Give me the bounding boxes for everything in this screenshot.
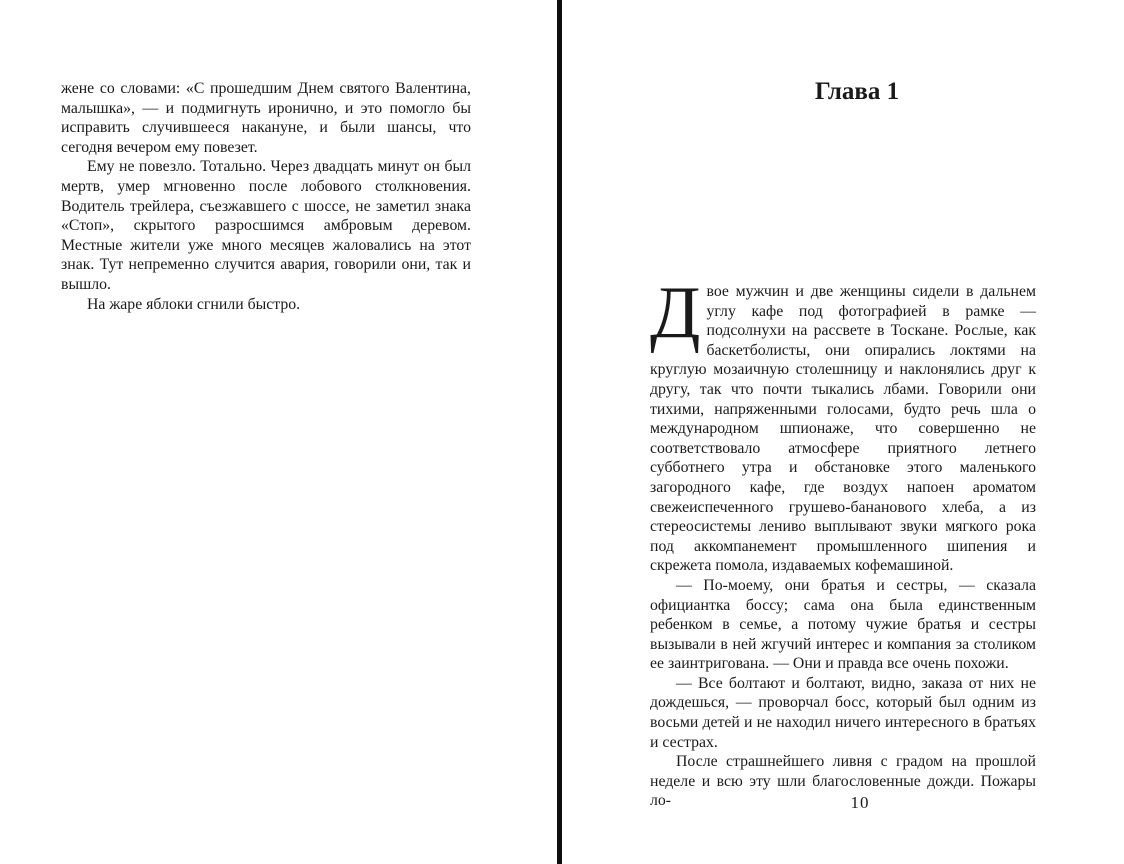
right-paragraph-3: — Все болтают и болтают, видно, заказа от них не дождешься, — проворчал босс, который был одним из восьми детей и не находил ничего интересного в братьях и сестрах. [650, 674, 1036, 751]
right-paragraph-2: — По-моему, они братья и сестры, — сказала официантка боссу; сама она была единственным ребенком в семье, а потому чужие братья и сестры вызывали в ней жгучий интерес и компания за столиком ее заинтригована. — Они и правда все очень похожи. [650, 576, 1036, 673]
left-page-text [61, 79, 471, 314]
left-paragraph-1: жене со словами: «С прошедшим Днем святого Валентина, малышка», — и подмигнуть иронично, и это помогло бы исправить случившееся накануне, и были шансы, что сегодня вечером ему повезет. [61, 80, 471, 156]
drop-cap-letter: Д [650, 272, 701, 354]
left-paragraph-2: Ему не повезло. Тотально. Через двадцать минут он был мертв, умер мгновенно после лобового столкновения. Водитель трейлера, съезжавшего с шоссе, не заметил знака «Стоп», скрытого разросшимся амбровым деревом. Местные жители уже много месяцев жаловались на этот знак. Тут непременно случится авария, говорили они, так и вышло. [61, 158, 471, 293]
chapter-title: Глава 1 [814, 78, 900, 105]
right-paragraph-4: После страшнейшего ливня с градом на прошлой неделе и всю эту шли благословенные дожди. Пожары ло- [650, 753, 1036, 810]
right-page-text [650, 272, 1036, 811]
left-paragraph-3: На жаре яблоки сгнили быстро. [87, 295, 301, 313]
left-page [0, 0, 557, 864]
right-page [562, 0, 1124, 864]
page-number: 10 [850, 793, 870, 812]
right-paragraph-1 [650, 272, 1036, 576]
first-paragraph-text: вое мужчин и две женщины сидели в дальнем углу кафе под фотографией в рамке — подсолнухи на рассвете в Тоскане. Рослые, как баскетболисты, они опирались локтями на круглую мозаичную столешницу и наклонялись друг к другу, так что почти тыкались лбами. Говорили они тихими, напряженными голосами, будто речь шла о международном шпионаже, что совершенно не соответствовало атмосфере приятного летнего субботнего утра и обстановке этого маленького загородного кафе, где воздух напоен ароматом свежеиспеченного грушево-бананового хлеба, а из стереосистемы лениво выплывают звуки мягкого рока под аккомпанемент промышленного шипения и скрежета помола, издаваемых кофемашиной. [650, 283, 1036, 575]
